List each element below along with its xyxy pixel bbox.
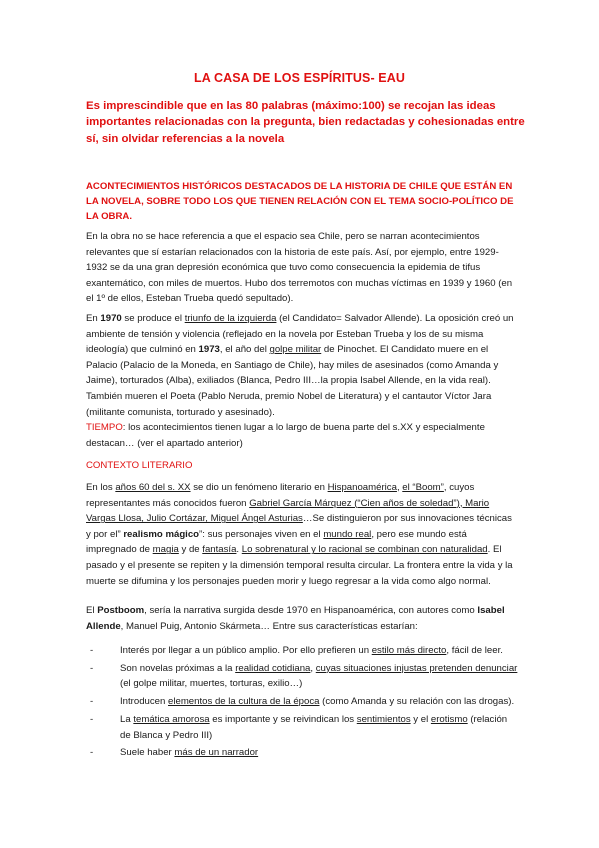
text-run: , bbox=[396, 482, 403, 493]
paragraph-postboom bbox=[86, 603, 518, 634]
text-run: , fácil de leer. bbox=[446, 645, 503, 656]
underline-daily-reality: realidad cotidiana bbox=[235, 662, 311, 674]
underline-fantasy: fantasía bbox=[202, 544, 237, 556]
underline-eroticism: erotismo bbox=[430, 713, 468, 725]
text-run: Suele haber bbox=[120, 747, 175, 759]
underline-love-theme: temática amorosa bbox=[133, 713, 210, 725]
text-run: (relación de Blanca y Pedro III) bbox=[120, 713, 508, 741]
underline-magic: magia bbox=[152, 544, 179, 556]
dash-bullet: - bbox=[90, 645, 94, 656]
text-run: ”: sus personajes viven en el bbox=[199, 528, 324, 540]
dash-bullet: - bbox=[90, 713, 94, 725]
underline-hispanoamerica: Hispanoamérica bbox=[327, 482, 397, 493]
text-run: Introducen bbox=[120, 696, 169, 708]
text-run: …Se distinguieron por sus innovaciones técnicas y por el” bbox=[86, 513, 512, 540]
underline-authors: Gabriel García Márquez (“Cien años de soledad”), Mario Vargas Llosa, Julio Cortázar, Miguel Ángel Asturias bbox=[86, 497, 490, 525]
underline-direct-style: estilo más directo bbox=[371, 645, 447, 656]
list-item bbox=[86, 661, 518, 692]
text-run: . El pasado y el presente se repiten y la dimensión temporal resulta circular. La frontera entre la vida y la muerte se difumina y los personajes pueden morir y luego regresar a la vida como algo normal. bbox=[86, 544, 513, 587]
characteristics-list bbox=[86, 643, 518, 763]
text-run: El bbox=[86, 605, 98, 616]
text-run: , el año del bbox=[219, 344, 270, 356]
text-run: , Manuel Puig, Antonio Skármeta… Entre sus características estarían: bbox=[120, 620, 418, 632]
text-run: es importante y se reivindican los bbox=[209, 713, 357, 725]
underline-culture: elementos de la cultura de la época bbox=[168, 696, 320, 708]
text-run: , cuyos representantes más conocidos fueron bbox=[86, 482, 475, 509]
text-run: En los bbox=[86, 482, 116, 493]
section-heading-literary-context: CONTEXTO LITERARIO bbox=[86, 460, 193, 471]
text-run: de Pinochet. El Candidato muere en el Palacio (Palacio de la Moneda, en Santiago de Chile), hay miles de asesinados (como Amanda y Jaime), torturados (Alba), exiliados (Blanca, Pedro III…la propia Isabel Allende, en la vida real). También mueren el Poeta (Pablo Neruda, premio Nobel de Literatura) y el cantautor Víctor Jara (militante comunista, torturado y asesinado). bbox=[86, 344, 499, 418]
text-run: y el bbox=[410, 713, 431, 725]
underline-supernatural: Lo sobrenatural y lo racional se combinan con naturalidad bbox=[241, 544, 488, 556]
text-run: . bbox=[236, 544, 242, 556]
bold-magic-realism: realismo mágico bbox=[123, 528, 200, 540]
dash-bullet: - bbox=[90, 662, 94, 674]
list-item bbox=[86, 643, 518, 659]
time-label: TIEMPO bbox=[86, 422, 123, 433]
paragraph-boom bbox=[86, 480, 518, 589]
year-1973: 1973 bbox=[198, 344, 220, 356]
text-run: En bbox=[86, 313, 101, 324]
bold-isabel-allende: Isabel Allende bbox=[86, 605, 505, 632]
list-item bbox=[86, 745, 518, 761]
dash-bullet: - bbox=[90, 696, 94, 708]
intro-instruction: Es imprescindible que en las 80 palabras (máximo:100) se recojan las ideas importantes relacionadas con la pregunta, bien redactadas y cohesionadas entre sí, sin olvidar referencias a la novela bbox=[86, 100, 525, 145]
underline-left-victory: triunfo de la izquierda bbox=[184, 313, 277, 324]
text-run: : los acontecimientos tienen lugar a lo largo de buena parte del s.XX y especialmente destacan… (ver el apartado anterior) bbox=[86, 422, 485, 449]
text-run: La bbox=[120, 713, 134, 725]
document-title: LA CASA DE LOS ESPÍRITUS- EAU bbox=[193, 71, 406, 85]
text-run: , sería la narrativa surgida desde 1970 en Hispanoamérica, con autores como bbox=[144, 605, 478, 616]
text-run: , bbox=[310, 662, 316, 674]
paragraph-historical-context: En la obra no se hace referencia a que el espacio sea Chile, pero se narran acontecimientos relevantes que sí estarían relacionados con la historia de este país. Así, por ejemplo, entre 1929-1932 se da una gran depresión económica que tuvo como consecuencia la epidemia de tifus exantemático, con miles de muertos. Hubo dos terremotos con muchas víctimas en 1939 y 1960 (en el 1º de ellos, Esteban Trueba quedó sepultado). bbox=[86, 231, 513, 305]
underline-feelings: sentimientos bbox=[356, 713, 411, 725]
text-run: (como Amanda y su relación con las drogas). bbox=[319, 696, 515, 708]
year-1970: 1970 bbox=[100, 313, 122, 324]
bold-postboom: Postboom bbox=[97, 605, 145, 616]
dash-bullet: - bbox=[90, 747, 94, 759]
underline-boom: el “Boom” bbox=[402, 482, 444, 493]
underline-narrators: más de un narrador bbox=[174, 747, 259, 759]
list-item bbox=[86, 694, 518, 710]
text-run: (el Candidato= Salvador Allende). La oposición creó un ambiente de tensión y violencia (reflejado en la novela por Esteban Trueba y los de su misma ideología) que culminó en bbox=[86, 313, 514, 356]
paragraph-1970-1973 bbox=[86, 311, 518, 420]
underline-unjust-situations: cuyas situaciones injustas pretenden denunciar bbox=[315, 662, 518, 674]
text-run: y de bbox=[178, 544, 203, 556]
text-run: se dio un fenómeno literario en bbox=[190, 482, 328, 493]
underline-sixties: años 60 del s. XX bbox=[115, 482, 191, 493]
list-item bbox=[86, 712, 518, 743]
paragraph-time bbox=[86, 420, 518, 451]
text-run: , pero ese mundo está impregnado de bbox=[86, 528, 467, 556]
text-run: Interés por llegar a un público amplio. Por ello prefieren un bbox=[120, 645, 372, 656]
text-run: Son novelas próximas a la bbox=[120, 662, 236, 674]
underline-real-world: mundo real bbox=[323, 528, 372, 540]
text-run: (el golpe militar, muertes, torturas, exilio…) bbox=[120, 678, 303, 690]
underline-coup: golpe militar bbox=[269, 344, 322, 356]
section-heading-historical-events: ACONTECIMIENTOS HISTÓRICOS DESTACADOS DE LA HISTORIA DE CHILE QUE ESTÁN EN LA NOVELA, SOBRE TODO LOS QUE TIENEN RELACIÓN CON EL TEMA SOCIO-POLÍTICO DE LA OBRA. bbox=[86, 181, 514, 223]
text-run: se produce el bbox=[121, 313, 185, 324]
